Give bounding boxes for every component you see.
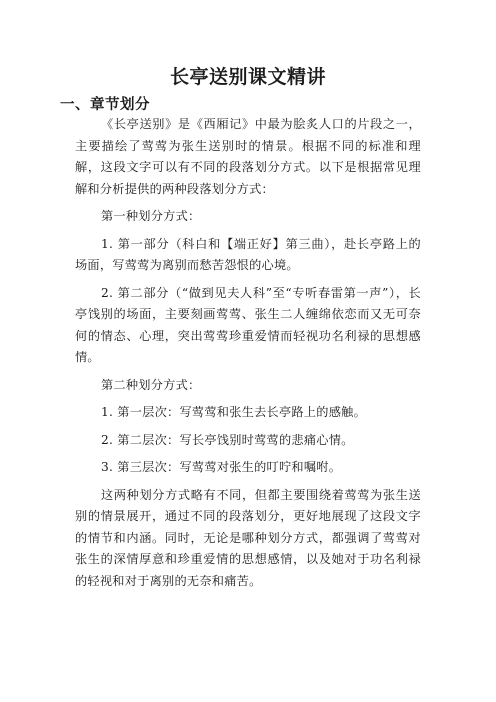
section-heading-chapter-division: 一、章节划分 <box>60 97 150 113</box>
method1-label: 第一种划分方式： <box>101 209 201 223</box>
method2-item-3: 3. 第三层次：写莺莺对张生的叮咛和嘱咐。 <box>101 460 342 474</box>
method1-item-2: 2. 第二部分（“做到见夫人科”至“专听春雷第一声”），长亭饯别的场面，主要刻画莺莺、张生二人缠绵依恋而又无可奈何的情态、心理，突出莺莺珍重爱情而轻视功名利禄的思想感情。 <box>75 285 421 364</box>
method2-item-1: 1. 第一层次：写莺莺和张生去长亭路上的感触。 <box>101 405 367 419</box>
conclusion-paragraph: 这两种划分方式略有不同，但都主要围绕着莺莺为张生送别的情景展开，通过不同的段落划分，更好地展现了这段文字的情节和内涵。同时，无论是哪种划分方式，都强调了莺莺对张生的深情厚意和珍重爱情的思想感情，以及她对于功名利禄的轻视和对于离别的无奈和痛苦。 <box>75 487 421 588</box>
method2-label: 第二种划分方式： <box>101 377 201 392</box>
method2-item-2: 2. 第二层次：写长亭饯别时莺莺的悲痛心情。 <box>101 432 354 447</box>
document-title: 长亭送别课文精讲 <box>169 66 326 88</box>
intro-paragraph: 《长亭送别》是《西厢记》中最为脍炙人口的片段之一，主要描绘了莺莺为张生送别时的情景。根据不同的标准和理解，这段文字可以有不同的段落划分方式。以下是根据常见理解和分析提供的两种段落划分方式： <box>75 117 421 196</box>
method1-item-1: 1. 第一部分（科白和【端正好】第三曲），赴长亭路上的场面，写莺莺为离别而愁苦怨恨的心境。 <box>75 236 421 272</box>
document-body <box>75 114 421 598</box>
